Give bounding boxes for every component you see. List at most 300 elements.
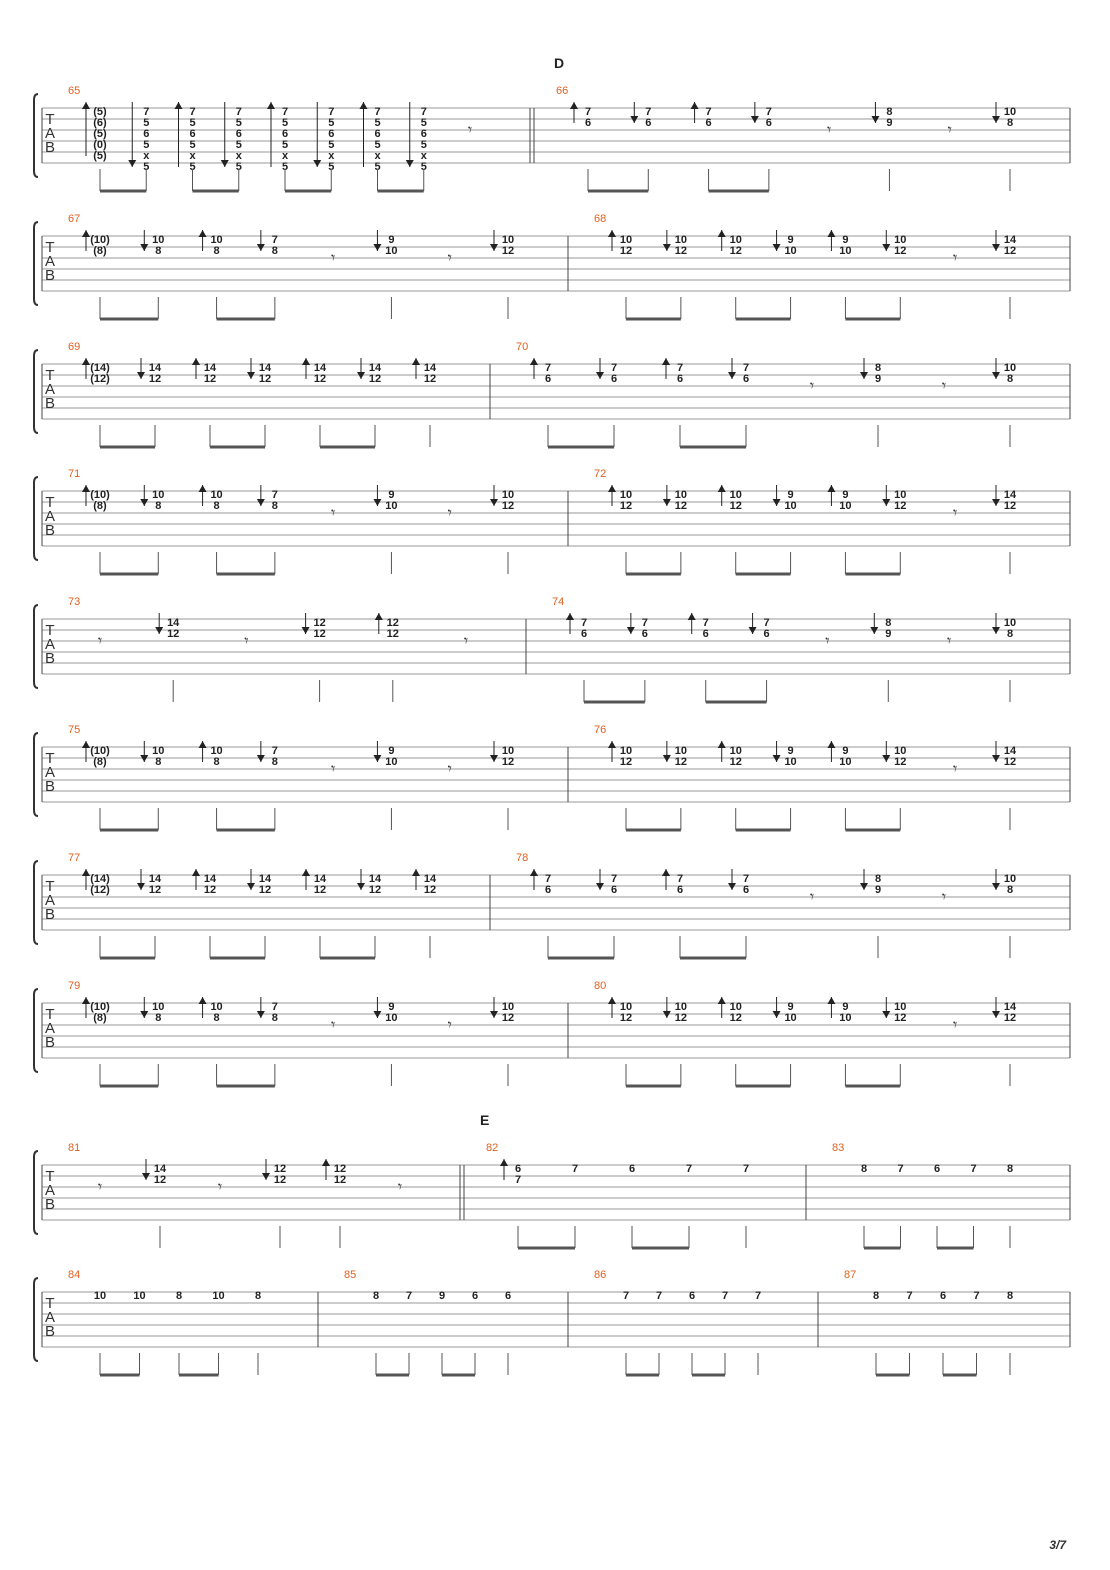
rest-symbol: 𝄾 <box>953 759 958 778</box>
strum-up-arrow-icon <box>412 358 420 365</box>
fret-number: 6 <box>610 883 618 896</box>
fret-number: 10 <box>1003 872 1017 885</box>
staff-system <box>34 468 1070 574</box>
fret-number: 14 <box>423 872 437 885</box>
fret-number: 12 <box>1003 1011 1017 1024</box>
fret-number: 9 <box>874 372 882 385</box>
fret-number: 12 <box>423 372 437 385</box>
fret-number: 7 <box>765 105 772 118</box>
fret-number: 10 <box>619 488 633 501</box>
measure-number: 86 <box>594 1269 607 1281</box>
staff-system <box>34 213 1070 319</box>
fret-number: 9 <box>842 744 849 757</box>
fret-number: 8 <box>271 755 278 768</box>
tab-clef-letter: A <box>44 125 56 142</box>
fret-number: 5 <box>143 138 150 151</box>
fret-number: 12 <box>619 755 633 768</box>
fret-number: 7 <box>721 1289 729 1302</box>
rest-symbol: 𝄾 <box>447 503 452 522</box>
fret-number: 7 <box>580 616 588 629</box>
fret-number: 10 <box>729 488 742 501</box>
fret-number: 7 <box>742 872 750 885</box>
fret-number: (8) <box>93 755 107 768</box>
fret-number: 6 <box>939 1289 947 1302</box>
tab-clef-letter: A <box>44 508 56 525</box>
fret-number: 14 <box>313 361 327 374</box>
fret-number: 10 <box>93 1289 107 1302</box>
fret-number: 6 <box>688 1289 696 1302</box>
fret-number: 7 <box>235 105 242 118</box>
strum-up-arrow-icon <box>199 997 207 1004</box>
fret-number: 9 <box>438 1289 446 1302</box>
fret-number: 10 <box>619 233 633 246</box>
fret-number: 7 <box>189 105 196 118</box>
tab-clef-letter: T <box>45 1168 55 1185</box>
staff-system <box>34 724 1070 830</box>
system-bracket <box>34 861 38 944</box>
fret-number: (10) <box>90 233 110 246</box>
fret-number: 5 <box>281 160 289 173</box>
fret-number: 12 <box>368 372 382 385</box>
measure-number: 67 <box>68 213 81 225</box>
fret-number: 9 <box>388 744 395 757</box>
fret-number: 7 <box>271 744 278 757</box>
fret-number: 5 <box>143 116 150 129</box>
strum-up-arrow-icon <box>662 358 670 365</box>
fret-number: 10 <box>894 488 907 501</box>
fret-number: 10 <box>674 744 687 757</box>
fret-number: 6 <box>328 127 335 140</box>
strum-up-arrow-icon <box>302 358 310 365</box>
fret-number: 6 <box>374 127 381 140</box>
fret-number: 12 <box>313 627 326 640</box>
strum-up-arrow-icon <box>192 358 200 365</box>
strum-up-arrow-icon <box>360 102 368 109</box>
strum-up-arrow-icon <box>608 230 616 237</box>
fret-number: 12 <box>619 1011 633 1024</box>
measure-number: 66 <box>556 85 569 97</box>
fret-number: 14 <box>258 361 272 374</box>
tab-clef-letter: A <box>44 1182 56 1199</box>
fret-number: (8) <box>93 499 107 512</box>
fret-number: 10 <box>501 488 515 501</box>
fret-number: 14 <box>368 361 382 374</box>
tab-clef-letter: T <box>45 1295 55 1312</box>
fret-number: 5 <box>281 116 289 129</box>
rest-symbol: 𝄾 <box>467 120 473 139</box>
fret-number: 10 <box>729 1000 742 1013</box>
fret-number: 12 <box>729 1011 742 1024</box>
fret-number: 8 <box>155 1011 162 1024</box>
fret-number: 6 <box>504 1289 512 1302</box>
rest-symbol: 𝄾 <box>331 759 336 778</box>
fret-number: 10 <box>501 233 515 246</box>
fret-number: 7 <box>420 105 427 118</box>
staff-system <box>34 1269 1070 1375</box>
fret-number: 5 <box>235 160 242 173</box>
fret-number: 12 <box>894 244 907 257</box>
fret-number: 12 <box>258 883 272 896</box>
fret-number: 14 <box>153 1162 167 1175</box>
fret-number: 8 <box>175 1289 183 1302</box>
strum-up-arrow-icon <box>530 358 538 365</box>
strum-up-arrow-icon <box>718 230 726 237</box>
fret-number: 7 <box>742 1162 750 1175</box>
fret-number: (5) <box>93 127 107 140</box>
fret-number: 6 <box>641 627 648 640</box>
fret-number: 6 <box>514 1162 522 1175</box>
strum-up-arrow-icon <box>662 869 670 876</box>
fret-number: 6 <box>471 1289 479 1302</box>
fret-number: 12 <box>729 755 742 768</box>
rest-symbol: 𝄾 <box>447 1015 452 1034</box>
system-bracket <box>34 989 38 1072</box>
system-bracket <box>34 1151 38 1234</box>
system-bracket <box>34 350 38 433</box>
fret-number: 10 <box>501 1000 515 1013</box>
rest-symbol: 𝄾 <box>331 503 336 522</box>
tab-clef-letter: B <box>44 1196 56 1213</box>
measure-number: 76 <box>594 724 607 736</box>
fret-number: 8 <box>155 755 162 768</box>
fret-number: 10 <box>152 233 165 246</box>
fret-number: 8 <box>874 872 882 885</box>
rest-symbol: 𝄾 <box>397 1177 403 1196</box>
system-bracket <box>34 605 38 688</box>
strum-up-arrow-icon <box>82 869 90 876</box>
strum-up-arrow-icon <box>82 741 90 748</box>
fret-number: 5 <box>235 116 242 129</box>
tab-clef-letter: B <box>44 650 56 667</box>
strum-up-arrow-icon <box>718 997 726 1004</box>
strum-up-arrow-icon <box>82 358 90 365</box>
fret-number: 6 <box>763 627 770 640</box>
fret-number: 5 <box>143 160 150 173</box>
fret-number: 12 <box>674 499 687 512</box>
fret-number: 10 <box>385 499 398 512</box>
measure-number: 78 <box>516 852 529 864</box>
fret-number: 14 <box>368 872 382 885</box>
system-bracket <box>34 94 38 177</box>
fret-number: 6 <box>645 116 652 129</box>
fret-number: 10 <box>839 499 852 512</box>
fret-number: 6 <box>235 127 242 140</box>
measure-number: 81 <box>68 1142 81 1154</box>
fret-number: 7 <box>763 616 770 629</box>
fret-number: 7 <box>906 1289 913 1302</box>
tab-clef-letter: A <box>44 1309 56 1326</box>
rest-symbol: 𝄾 <box>331 1015 336 1034</box>
tab-clef-letter: B <box>44 1034 56 1051</box>
rest-symbol: 𝄾 <box>825 631 830 650</box>
fret-number: 10 <box>784 755 797 768</box>
staff-system <box>34 1142 1070 1248</box>
fret-number: 12 <box>729 499 742 512</box>
strum-up-arrow-icon <box>530 869 538 876</box>
fret-number: 8 <box>1006 1162 1014 1175</box>
fret-number: 5 <box>374 138 381 151</box>
fret-number: 8 <box>271 499 278 512</box>
tab-clef-letter: A <box>44 892 56 909</box>
fret-number: 12 <box>258 372 272 385</box>
tab-clef-letter: A <box>44 253 56 270</box>
fret-number: 12 <box>894 1011 907 1024</box>
fret-number: x <box>374 149 381 162</box>
fret-number: 8 <box>1006 1289 1014 1302</box>
rest-symbol: 𝄾 <box>941 887 947 906</box>
strum-up-arrow-icon <box>500 1159 508 1166</box>
fret-number: 7 <box>328 105 335 118</box>
rest-symbol: 𝄾 <box>953 503 958 522</box>
rest-symbol: 𝄾 <box>809 376 815 395</box>
measure-number: 85 <box>344 1269 357 1281</box>
staff-system <box>34 85 1070 191</box>
measure-number: 65 <box>68 85 81 97</box>
fret-number: 8 <box>271 1011 278 1024</box>
fret-number: 14 <box>148 361 162 374</box>
fret-number: 8 <box>872 1289 880 1302</box>
tab-clef-letter: T <box>45 494 55 511</box>
fret-number: 9 <box>787 1000 794 1013</box>
fret-number: 8 <box>1006 627 1014 640</box>
fret-number: (12) <box>90 883 110 896</box>
fret-number: 6 <box>420 127 427 140</box>
fret-number: 10 <box>210 233 223 246</box>
measure-number: 74 <box>552 596 565 608</box>
fret-number: 9 <box>842 1000 849 1013</box>
fret-number: 8 <box>155 244 162 257</box>
staff-system <box>34 980 1070 1086</box>
fret-number: 12 <box>501 755 515 768</box>
fret-number: 12 <box>273 1173 287 1186</box>
fret-number: 9 <box>842 233 849 246</box>
fret-number: (10) <box>90 1000 110 1013</box>
fret-number: 9 <box>842 488 849 501</box>
fret-number: 8 <box>213 244 220 257</box>
fret-number: 12 <box>674 755 687 768</box>
fret-number: 12 <box>313 883 327 896</box>
fret-number: 7 <box>544 872 552 885</box>
fret-number: 10 <box>894 233 907 246</box>
fret-number: 5 <box>189 160 196 173</box>
fret-number: 14 <box>313 872 327 885</box>
fret-number: 6 <box>742 372 750 385</box>
rest-symbol: 𝄾 <box>97 631 103 650</box>
fret-number: 7 <box>655 1289 663 1302</box>
fret-number: 10 <box>619 744 633 757</box>
fret-number: 10 <box>894 744 907 757</box>
fret-number: 12 <box>894 499 907 512</box>
fret-number: (5) <box>93 149 107 162</box>
fret-number: 8 <box>1006 116 1014 129</box>
fret-number: 14 <box>1003 1000 1017 1013</box>
strum-up-arrow-icon <box>82 102 90 109</box>
fret-number: 7 <box>645 105 652 118</box>
fret-number: 7 <box>271 233 278 246</box>
fret-number: 5 <box>328 160 335 173</box>
fret-number: 8 <box>213 755 220 768</box>
fret-number: 12 <box>1003 755 1017 768</box>
fret-number: 5 <box>328 116 335 129</box>
fret-number: 6 <box>742 883 750 896</box>
fret-number: 9 <box>787 233 794 246</box>
fret-number: 7 <box>405 1289 413 1302</box>
fret-number: 7 <box>742 361 750 374</box>
fret-number: 12 <box>333 1173 347 1186</box>
rest-symbol: 𝄾 <box>447 248 452 267</box>
fret-number: 7 <box>271 488 278 501</box>
tab-clef-letter: T <box>45 622 55 639</box>
fret-number: 9 <box>886 116 893 129</box>
measure-number: 83 <box>832 1142 845 1154</box>
strum-up-arrow-icon <box>375 613 383 620</box>
strum-up-arrow-icon <box>827 485 835 492</box>
measure-number: 71 <box>68 468 81 480</box>
fret-number: 10 <box>729 233 742 246</box>
strum-up-arrow-icon <box>322 1159 330 1166</box>
rest-symbol: 𝄾 <box>827 120 832 139</box>
fret-number: 10 <box>210 1000 223 1013</box>
fret-number: 9 <box>388 488 395 501</box>
fret-number: 7 <box>754 1289 762 1302</box>
fret-number: 12 <box>674 244 687 257</box>
rest-symbol: 𝄾 <box>809 887 815 906</box>
fret-number: 10 <box>839 755 852 768</box>
measure-number: 82 <box>486 1142 499 1154</box>
strum-up-arrow-icon <box>82 997 90 1004</box>
fret-number: 6 <box>584 116 592 129</box>
fret-number: 12 <box>203 372 217 385</box>
staff-system <box>34 596 1070 702</box>
strum-up-arrow-icon <box>570 102 578 109</box>
fret-number: 7 <box>610 872 618 885</box>
fret-number: 7 <box>702 616 709 629</box>
measure-number: 80 <box>594 980 607 992</box>
rest-symbol: 𝄾 <box>947 631 952 650</box>
tab-clef-letter: A <box>44 1020 56 1037</box>
fret-number: 7 <box>685 1162 693 1175</box>
fret-number: 6 <box>628 1162 636 1175</box>
fret-number: (8) <box>93 1011 107 1024</box>
fret-number: x <box>281 149 289 162</box>
fret-number: 5 <box>420 138 427 151</box>
system-bracket <box>34 222 38 305</box>
fret-number: x <box>189 149 196 162</box>
fret-number: 9 <box>388 233 395 246</box>
fret-number: 9 <box>388 1000 395 1013</box>
fret-number: 14 <box>203 361 217 374</box>
tab-clef-letter: B <box>44 267 56 284</box>
fret-number: 12 <box>501 499 515 512</box>
fret-number: 12 <box>148 883 162 896</box>
fret-number: 12 <box>423 883 437 896</box>
fret-number: 10 <box>133 1289 146 1302</box>
measure-number: 87 <box>844 1269 857 1281</box>
fret-number: 7 <box>676 872 684 885</box>
fret-number: (8) <box>93 244 107 257</box>
tab-clef-letter: T <box>45 111 55 128</box>
fret-number: 8 <box>155 499 162 512</box>
strum-up-arrow-icon <box>82 230 90 237</box>
fret-number: 10 <box>839 1011 852 1024</box>
strum-up-arrow-icon <box>199 230 207 237</box>
fret-number: 6 <box>610 372 618 385</box>
tab-clef-letter: B <box>44 778 56 795</box>
fret-number: 9 <box>787 488 794 501</box>
measure-number: 70 <box>516 341 529 353</box>
measure-number: 75 <box>68 724 81 736</box>
fret-number: 7 <box>622 1289 630 1302</box>
fret-number: (12) <box>90 372 110 385</box>
system-bracket <box>34 477 38 560</box>
fret-number: 7 <box>281 105 289 118</box>
fret-number: 7 <box>610 361 618 374</box>
system-bracket <box>34 1278 38 1361</box>
strum-up-arrow-icon <box>267 102 275 109</box>
rest-symbol: 𝄾 <box>447 759 452 778</box>
fret-number: 6 <box>544 883 552 896</box>
fret-number: 8 <box>372 1289 380 1302</box>
rest-symbol: 𝄾 <box>331 248 336 267</box>
strum-up-arrow-icon <box>412 869 420 876</box>
strum-up-arrow-icon <box>688 613 696 620</box>
fret-number: 14 <box>1003 233 1017 246</box>
fret-number: x <box>328 149 335 162</box>
strum-up-arrow-icon <box>175 102 183 109</box>
fret-number: 12 <box>619 499 633 512</box>
fret-number: 7 <box>973 1289 980 1302</box>
tab-clef-letter: B <box>44 906 56 923</box>
fret-number: 5 <box>281 138 289 151</box>
fret-number: 5 <box>374 160 381 173</box>
strum-up-arrow-icon <box>691 102 699 109</box>
measure-number: 73 <box>68 596 81 608</box>
fret-number: 6 <box>705 116 712 129</box>
fret-number: 8 <box>885 616 892 629</box>
fret-number: 5 <box>420 160 427 173</box>
fret-number: (0) <box>93 138 107 151</box>
rest-symbol: 𝄾 <box>953 1015 958 1034</box>
page-number: 3/7 <box>1049 1538 1066 1552</box>
fret-number: 10 <box>839 244 852 257</box>
section-label-e: E <box>480 1112 490 1128</box>
rest-symbol: 𝄾 <box>941 376 947 395</box>
fret-number: 10 <box>1003 361 1017 374</box>
fret-number: 10 <box>152 1000 165 1013</box>
measure-number: 77 <box>68 852 81 864</box>
fret-number: 7 <box>143 105 150 118</box>
fret-number: 7 <box>705 105 712 118</box>
staff-system <box>34 341 1070 447</box>
fret-number: (5) <box>93 105 107 118</box>
fret-number: 12 <box>386 616 399 629</box>
fret-number: 10 <box>385 755 398 768</box>
fret-number: 12 <box>167 627 180 640</box>
fret-number: (14) <box>90 872 110 885</box>
fret-number: 10 <box>674 233 687 246</box>
tab-clef-letter: A <box>44 381 56 398</box>
fret-number: 12 <box>501 1011 515 1024</box>
fret-number: 5 <box>328 138 335 151</box>
fret-number: 12 <box>203 883 217 896</box>
fret-number: 10 <box>385 244 398 257</box>
fret-number: 10 <box>674 488 687 501</box>
fret-number: 7 <box>374 105 381 118</box>
fret-number: x <box>143 149 150 162</box>
fret-number: x <box>420 149 427 162</box>
fret-number: 12 <box>674 1011 687 1024</box>
rest-symbol: 𝄾 <box>953 248 958 267</box>
